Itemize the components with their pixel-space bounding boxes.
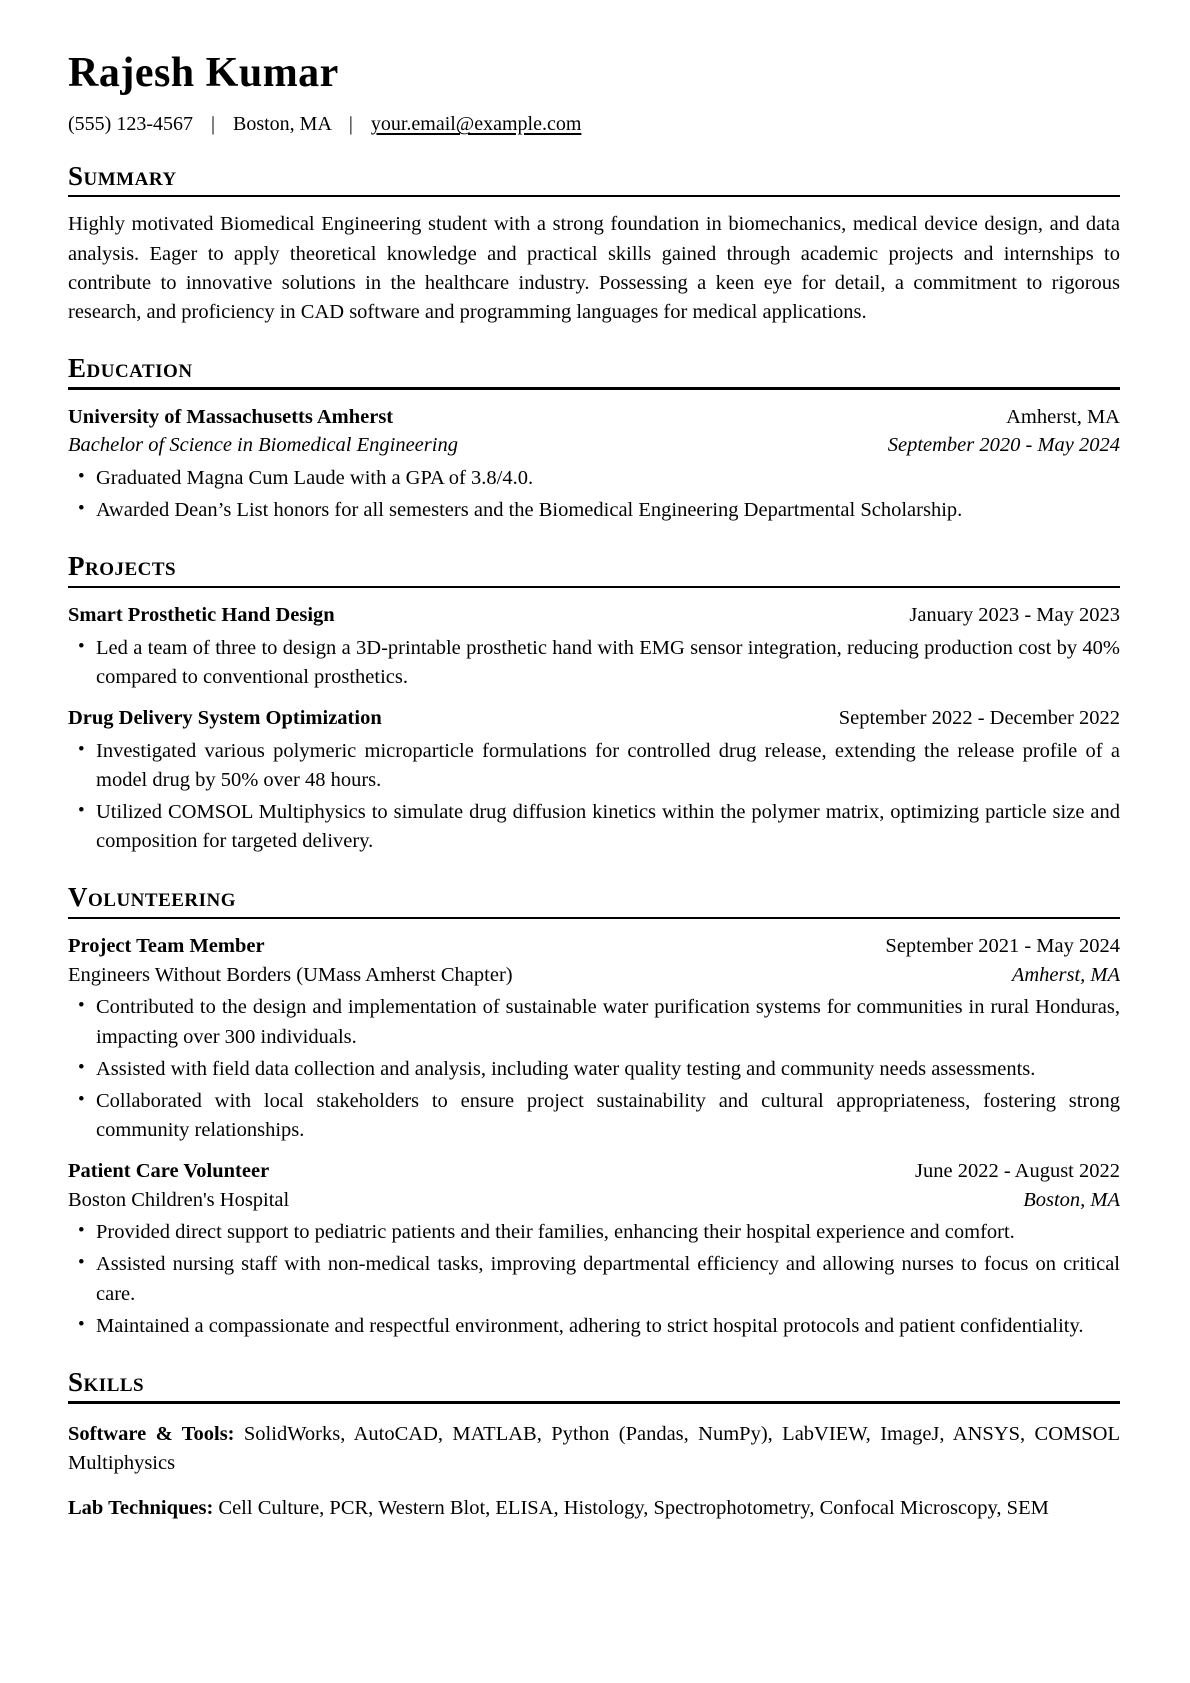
project-entry [68, 704, 1120, 856]
bullet-item: • Assisted with field data collection and analysis, including water quality testing and community needs assessments. [96, 1055, 1120, 1084]
degree-name: Bachelor of Science in Biomedical Engineering [68, 434, 458, 457]
contact-separator: | [348, 113, 353, 136]
section-rule [68, 917, 1120, 920]
skill-category-label: Software & Tools: [68, 1422, 235, 1445]
volunteer-location: Amherst, MA [1011, 963, 1120, 986]
contact-line [68, 110, 1120, 138]
volunteering-title-row [68, 1157, 1120, 1186]
skill-category-value: Cell Culture, PCR, Western Blot, ELISA, Histology, Spectrophotometry, Confocal Microscopy, SEM [218, 1496, 1049, 1519]
education-bullets [68, 464, 1120, 525]
volunteer-dates: September 2021 - May 2024 [885, 935, 1120, 958]
bullet-item: • Investigated various polymeric microparticle formulations for controlled drug release, extending the release profile of a model drug by 50% over 48 hours. [96, 737, 1120, 795]
section-rule [68, 1401, 1120, 1404]
project-dates: January 2023 - May 2023 [909, 604, 1120, 627]
section-rule [68, 195, 1120, 198]
section-rule [68, 586, 1120, 589]
volunteer-role: Patient Care Volunteer [68, 1159, 270, 1182]
volunteering-bullets [68, 993, 1120, 1145]
bullet-item: • Utilized COMSOL Multiphysics to simulate drug diffusion kinetics within the polymer matrix, optimizing particle size and composition for targeted delivery. [96, 798, 1120, 856]
education-title-row [68, 403, 1120, 432]
skills-heading: Skills [68, 1366, 145, 1397]
section-summary [68, 162, 1120, 327]
bullet-item: • Led a team of three to design a 3D-printable prosthetic hand with EMG sensor integration, reducing production cost by 40% compared to conventional prosthetics. [96, 634, 1120, 692]
project-entry [68, 601, 1120, 692]
skill-category-value: SolidWorks, AutoCAD, MATLAB, Python (Pandas, NumPy), LabVIEW, ImageJ, ANSYS, COMSOL Multiphysics [68, 1422, 1120, 1474]
volunteer-location: Boston, MA [1023, 1188, 1120, 1211]
education-subtitle-row [68, 431, 1120, 460]
volunteering-entry [68, 1157, 1120, 1341]
volunteering-subtitle-row [68, 1186, 1120, 1215]
education-dates: September 2020 - May 2024 [887, 434, 1120, 457]
skill-line [68, 1420, 1120, 1478]
bullet-item: • Assisted nursing staff with non-medical tasks, improving departmental efficiency and allowing nurses to focus on critical care. [96, 1250, 1120, 1308]
skill-line [68, 1494, 1120, 1523]
projects-heading: Projects [68, 551, 177, 582]
education-entry [68, 403, 1120, 526]
school-name: University of Massachusetts Amherst [68, 405, 394, 428]
volunteer-dates: June 2022 - August 2022 [915, 1159, 1120, 1182]
project-title-row [68, 601, 1120, 630]
education-heading: Education [68, 352, 193, 383]
volunteering-subtitle-row [68, 961, 1120, 990]
project-bullets [68, 737, 1120, 856]
contact-phone: (555) 123-4567 [68, 113, 193, 136]
bullet-item: • Contributed to the design and implementation of sustainable water purification systems for communities in rural Honduras, impacting over 300 individuals. [96, 993, 1120, 1051]
project-title: Drug Delivery System Optimization [68, 707, 382, 730]
school-location: Amherst, MA [1006, 405, 1120, 428]
skill-category-label: Lab Techniques: [68, 1496, 214, 1519]
bullet-item: • Provided direct support to pediatric patients and their families, enhancing their hospital experience and comfort. [96, 1218, 1120, 1247]
section-education [68, 354, 1120, 525]
volunteering-heading: Volunteering [68, 882, 237, 913]
bullet-item: • Graduated Magna Cum Laude with a GPA of 3.8/4.0. [96, 464, 1120, 493]
volunteering-entry [68, 932, 1120, 1145]
contact-location: Boston, MA [233, 113, 331, 136]
resume-header [68, 50, 1120, 139]
volunteer-organization: Boston Children's Hospital [68, 1188, 290, 1211]
bullet-item: • Collaborated with local stakeholders to ensure project sustainability and cultural appropriateness, fostering strong community relationships. [96, 1087, 1120, 1145]
contact-email-link[interactable]: your.email@example.com [370, 113, 582, 136]
section-volunteering [68, 883, 1120, 1341]
volunteering-title-row [68, 932, 1120, 961]
bullet-item: • Maintained a compassionate and respectful environment, adhering to strict hospital protocols and patient confidentiality. [96, 1312, 1120, 1341]
bullet-item: • Awarded Dean’s List honors for all semesters and the Biomedical Engineering Departmental Scholarship. [96, 496, 1120, 525]
summary-heading: Summary [68, 160, 177, 191]
project-title-row [68, 704, 1120, 733]
project-title: Smart Prosthetic Hand Design [68, 604, 335, 627]
volunteer-organization: Engineers Without Borders (UMass Amherst Chapter) [68, 963, 513, 986]
project-bullets [68, 634, 1120, 692]
contact-separator: | [210, 113, 215, 136]
summary-text: Highly motivated Biomedical Engineering student with a strong foundation in biomechanics, medical device design, and data analysis. Eager to apply theoretical knowledge and practical skills gained through academic projects and internships to contribute to innovative solutions in the healthcare industry. Possessing a keen eye for detail, a commitment to rigorous research, and proficiency in CAD software and programming languages for medical applications. [68, 213, 1120, 323]
volunteer-role: Project Team Member [68, 935, 265, 958]
person-name: Rajesh Kumar [68, 50, 339, 96]
section-skills [68, 1368, 1120, 1523]
section-projects [68, 552, 1120, 856]
volunteering-bullets [68, 1218, 1120, 1340]
section-rule [68, 387, 1120, 390]
project-dates: September 2022 - December 2022 [838, 707, 1120, 730]
